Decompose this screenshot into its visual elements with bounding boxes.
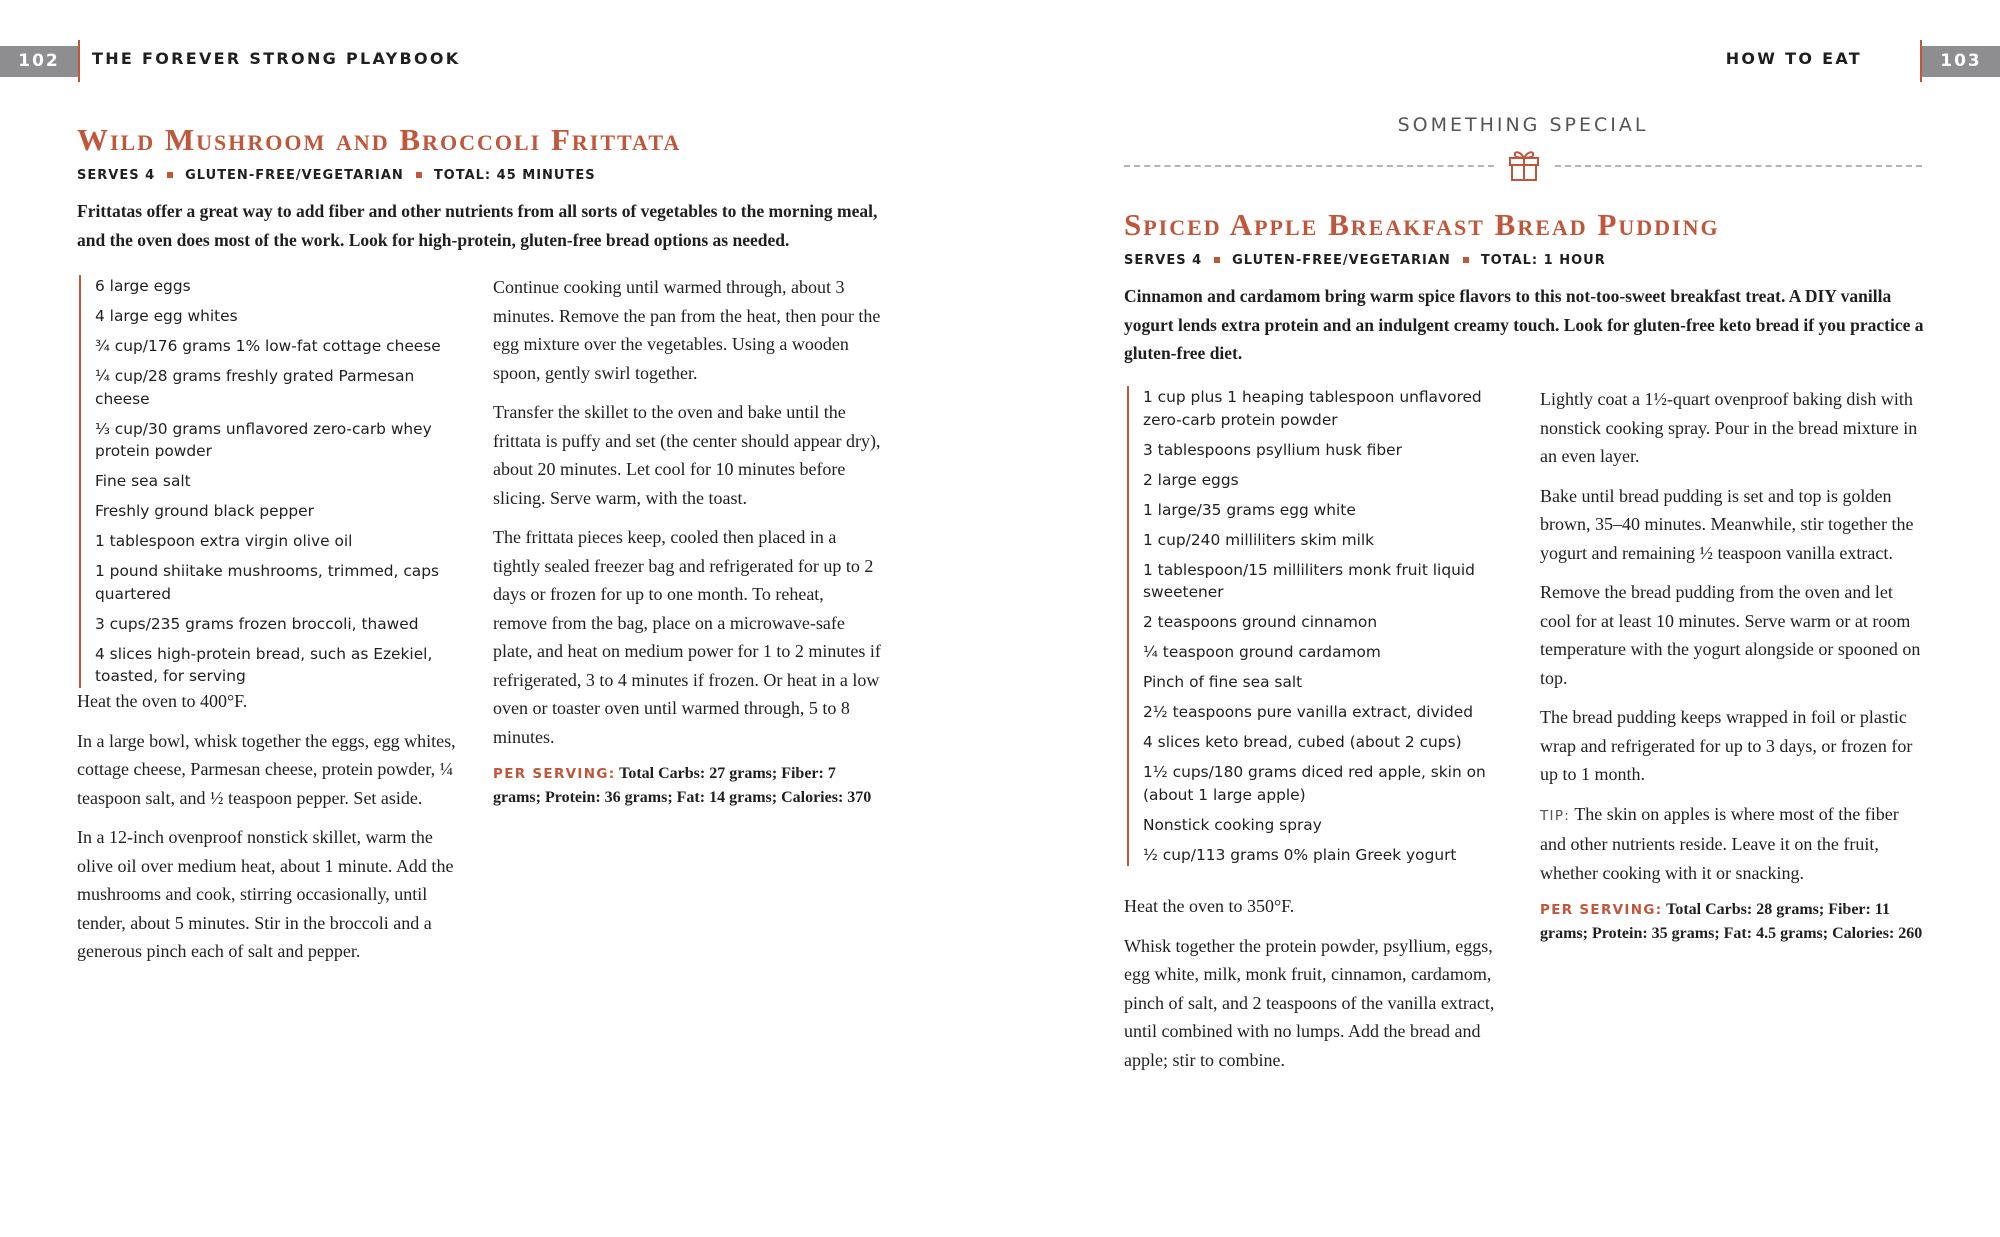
ingredient-item: 3 cups/235 grams frozen broccoli, thawed — [95, 614, 419, 633]
step-paragraph: Transfer the skillet to the oven and bake until the frittata is puffy and set (the center should appear dry), about 20 minutes. Let cool for 10 minutes before slicing. Serve warm, with the toast. — [493, 402, 881, 508]
left-recipe-meta — [77, 168, 596, 183]
ingredient-item: 4 slices keto bread, cubed (about 2 cups) — [1143, 733, 1462, 751]
diet-tag: GLUTEN-FREE/VEGETARIAN — [185, 168, 404, 183]
tip-label: TIP: — [1540, 807, 1571, 824]
ingredient-item: ¼ teaspoon ground cardamom — [1143, 643, 1381, 661]
left-header-divider — [78, 40, 80, 82]
ingredient-item: ⅓ cup/30 grams unflavored zero-carb whey protein powder — [95, 419, 432, 460]
servings: SERVES 4 — [1124, 253, 1203, 268]
left-recipe-intro: Frittatas offer a great way to add fiber and other nutrients from all sorts of vegetables to the morning meal, and the oven does most of the work. Look for high-protein, gluten-free bread options as needed. — [77, 201, 878, 250]
servings: SERVES 4 — [77, 168, 156, 183]
left-steps-column-1 — [77, 687, 457, 977]
ingredient-item: Pinch of fine sea salt — [1143, 673, 1303, 691]
right-recipe-intro: Cinnamon and cardamom bring warm spice flavors to this not-too-sweet breakfast treat. A DIY vanilla yogurt lends extra protein and an indulgent creamy touch. Look for gluten-free keto bread if you practice a gluten-free diet. — [1124, 286, 1924, 363]
right-steps-column-1 — [1124, 892, 1514, 1085]
step-paragraph: Whisk together the protein powder, psyllium, eggs, egg white, milk, monk fruit, cinnamon, cardamom, pinch of salt, and 2 teaspoons of the vanilla extract, until combined with no lumps. Add the bread and apple; stir to combine. — [1124, 935, 1495, 1070]
bullet-square-icon — [1463, 257, 1469, 263]
ingredient-item: Fine sea salt — [95, 472, 191, 490]
right-recipe-meta — [1124, 253, 1606, 268]
total-time: TOTAL: 45 MINUTES — [433, 168, 596, 183]
ingredient-item: ½ cup/113 grams 0% plain Greek yogurt — [1143, 845, 1457, 864]
diet-tag: GLUTEN-FREE/VEGETARIAN — [1232, 253, 1451, 268]
ingredient-item: 4 slices high-protein bread, such as Ezekiel, toasted, for serving — [95, 644, 433, 685]
left-nutrition — [493, 762, 881, 810]
bullet-square-icon — [167, 172, 173, 178]
ingredient-item: 4 large egg whites — [95, 307, 238, 325]
left-recipe-title: Wild Mushroom and Broccoli Frittata — [77, 122, 682, 157]
ingredient-item: 2 teaspoons ground cinnamon — [1143, 613, 1378, 631]
step-paragraph: In a 12-inch ovenproof nonstick skillet, warm the olive oil over medium heat, about 1 minute. Add the mushrooms and cook, stirring occasionally, until tender, about 5 minutes. Stir in the broccoli and a generous pinch each of salt and pepper. — [77, 827, 454, 961]
per-serving-values: Total Carbs: 27 grams; Fiber: 7 grams; Protein: 36 grams; Fat: 14 grams; Calories: 370 — [493, 765, 872, 806]
gift-icon — [1507, 146, 1541, 182]
step-paragraph: Heat the oven to 400°F. — [77, 691, 248, 711]
right-recipe-title: Spiced Apple Breakfast Bread Pudding — [1124, 207, 1720, 242]
right-running-header — [1725, 40, 2000, 82]
ingredient-item: ¼ cup/28 grams freshly grated Parmesan cheese — [95, 367, 415, 408]
tip-text: The skin on apples is where most of the fiber and other nutrients reside. Leave it on the fruit, whether cooking with it or snacking. — [1540, 803, 1899, 883]
per-serving-values: Total Carbs: 28 grams; Fiber: 11 grams; Protein: 35 grams; Fat: 4.5 grams; Calories: 260 — [1540, 901, 1923, 942]
step-paragraph: Remove the bread pudding from the oven and let cool for at least 10 minutes. Serve warm or at room temperature with the yogurt alongside or spooned on top. — [1540, 582, 1921, 688]
ingredient-item: 6 large eggs — [95, 277, 191, 295]
step-paragraph: In a large bowl, whisk together the eggs, egg whites, cottage cheese, Parmesan cheese, protein powder, ¼ teaspoon salt, and ½ teaspoon pepper. Set aside. — [77, 730, 456, 808]
ingredient-item: Freshly ground black pepper — [95, 502, 314, 520]
left-running-title: THE FOREVER STRONG PLAYBOOK — [92, 49, 461, 68]
left-page-number: 102 — [0, 46, 78, 77]
section-label: SOMETHING SPECIAL — [1397, 114, 1649, 136]
left-ingredients-list — [79, 275, 465, 688]
step-paragraph: Heat the oven to 350°F. — [1124, 896, 1295, 916]
bullet-square-icon — [1214, 257, 1220, 263]
per-serving-label: PER SERVING: — [493, 766, 616, 782]
step-paragraph: Lightly coat a 1½-quart ovenproof baking dish with nonstick cooking spray. Pour in the bread mixture in an even layer. — [1540, 389, 1918, 466]
ingredient-item: 1 large/35 grams egg white — [1143, 500, 1356, 519]
ingredient-item: ¾ cup/176 grams 1% low-fat cottage cheese — [95, 337, 441, 355]
step-paragraph: The frittata pieces keep, cooled then placed in a tightly sealed freezer bag and refrigerated for up to 2 days or frozen for up to one month. To reheat, remove from the bag, place on a microwave-safe plate, and heat on medium power for 1 to 2 minutes if refrigerated, 3 to 4 minutes if frozen. Or heat in a low oven or toaster oven until warmed through, 5 to 8 minutes. — [493, 527, 881, 747]
right-nutrition — [1540, 898, 1925, 946]
ingredient-item: 1 cup plus 1 heaping tablespoon unflavored zero-carb protein powder — [1143, 388, 1482, 429]
section-divider-right — [1555, 165, 1922, 167]
left-running-header — [0, 40, 460, 82]
section-divider-left — [1124, 165, 1494, 167]
ingredient-item: 1 tablespoon/15 milliliters monk fruit liquid sweetener — [1143, 560, 1475, 601]
total-time: TOTAL: 1 HOUR — [1480, 253, 1606, 268]
left-steps-column-2 — [493, 273, 881, 810]
bullet-square-icon — [416, 172, 422, 178]
ingredient-item: 1½ cups/180 grams diced red apple, skin on (about 1 large apple) — [1143, 763, 1486, 804]
step-paragraph: Continue cooking until warmed through, about 3 minutes. Remove the pan from the heat, then pour the egg mixture over the vegetables. Using a wooden spoon, gently swirl together. — [493, 277, 881, 383]
ingredient-item: 1 cup/240 milliliters skim milk — [1143, 530, 1375, 549]
ingredient-item: 2½ teaspoons pure vanilla extract, divided — [1143, 703, 1473, 721]
ingredient-item: 1 tablespoon extra virgin olive oil — [95, 532, 353, 550]
ingredient-item: 2 large eggs — [1143, 470, 1239, 489]
step-paragraph: Bake until bread pudding is set and top is golden brown, 35–40 minutes. Meanwhile, stir together the yogurt and remaining ½ teaspoon vanilla extract. — [1540, 485, 1914, 563]
right-running-title: HOW TO EAT — [1725, 49, 1862, 68]
right-page-number: 103 — [1922, 46, 2000, 77]
ingredient-item: Nonstick cooking spray — [1143, 815, 1322, 834]
step-paragraph: The bread pudding keeps wrapped in foil or plastic wrap and refrigerated for up to 3 days, or frozen for up to 1 month. — [1540, 707, 1913, 784]
ingredient-item: 3 tablespoons psyllium husk fiber — [1143, 440, 1402, 459]
right-steps-column-2 — [1540, 385, 1925, 946]
right-ingredients-list — [1127, 386, 1513, 866]
per-serving-label: PER SERVING: — [1540, 902, 1663, 918]
tip — [1540, 800, 1925, 888]
ingredient-item: 1 pound shiitake mushrooms, trimmed, caps quartered — [95, 562, 440, 603]
